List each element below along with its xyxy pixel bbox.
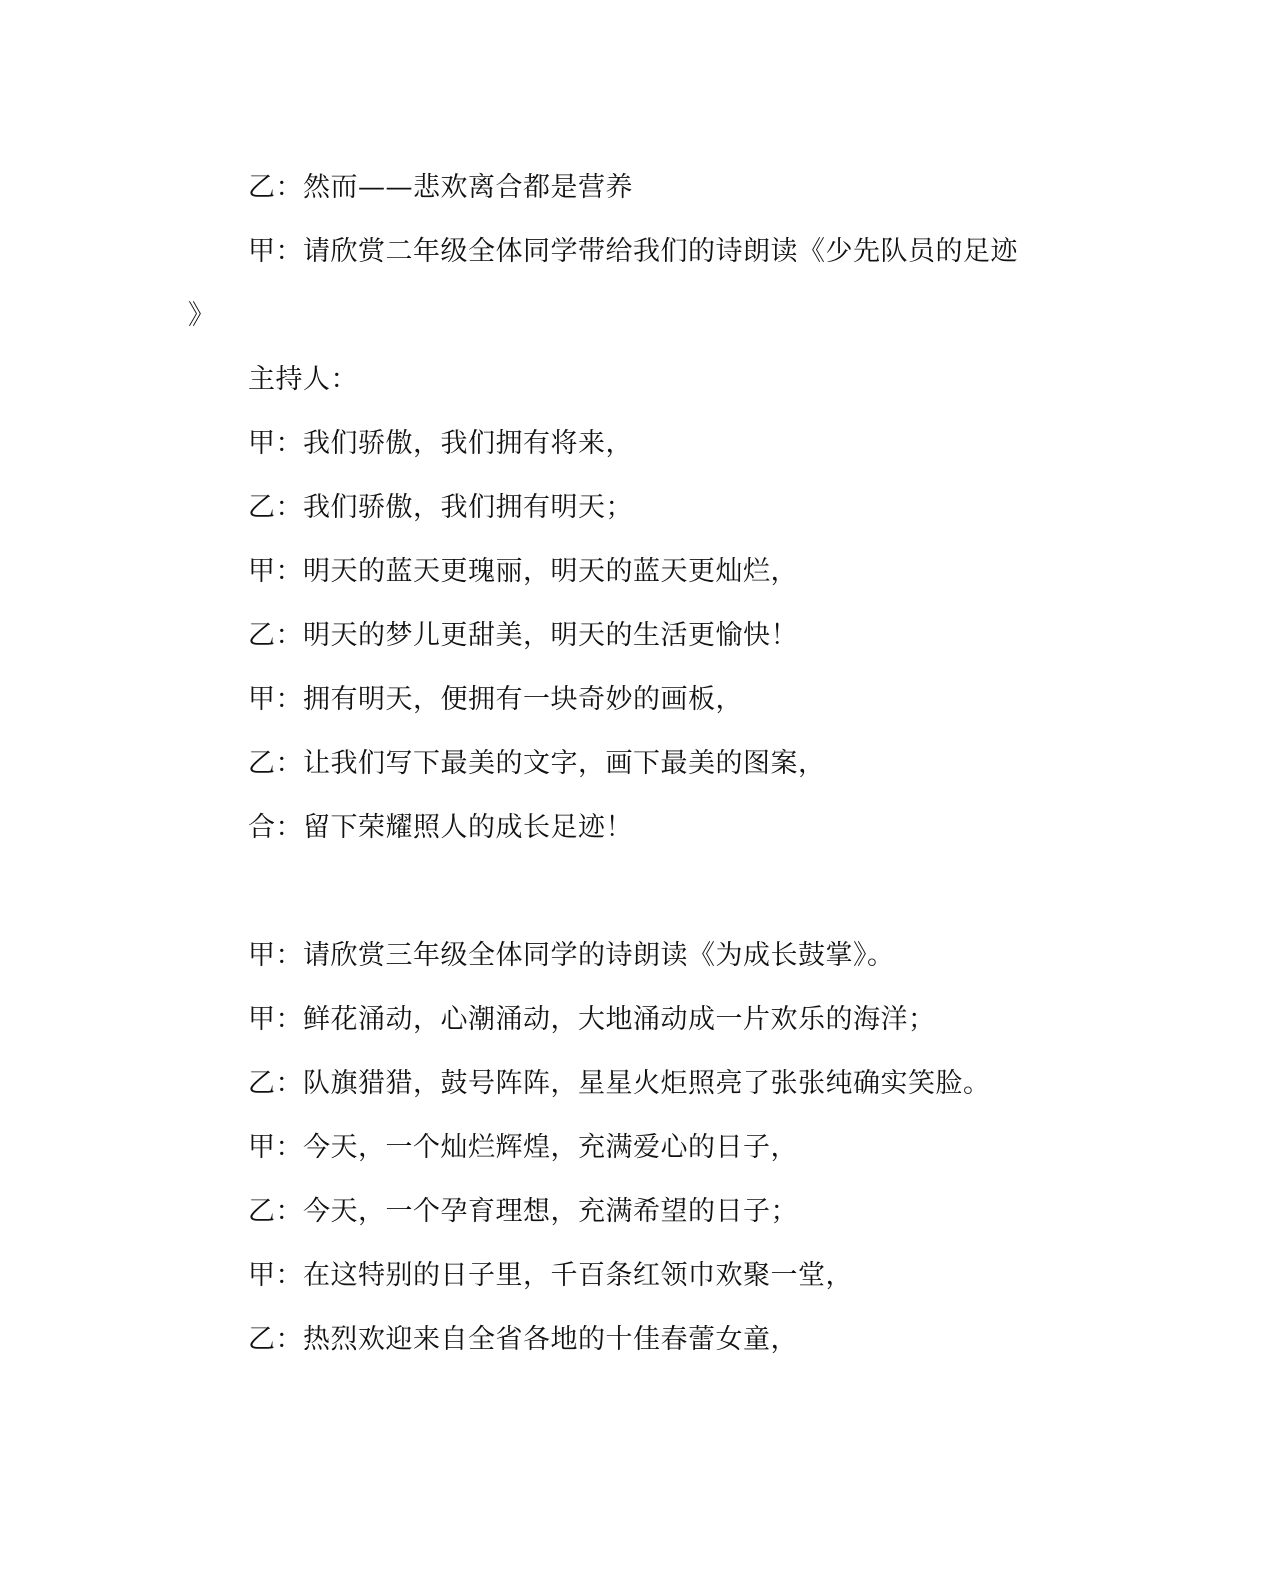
- text-line: 乙：明天的梦儿更甜美，明天的生活更愉快！: [248, 620, 798, 651]
- text-line: 乙：让我们写下最美的文字，画下最美的图案，: [248, 748, 826, 779]
- text-line: 乙：今天，一个孕育理想，充满希望的日子；: [248, 1196, 798, 1227]
- text-line: 甲：明天的蓝天更瑰丽，明天的蓝天更灿烂，: [248, 556, 798, 587]
- text-line: 甲：拥有明天，便拥有一块奇妙的画板，: [248, 684, 743, 715]
- text-line: 主持人：: [248, 364, 358, 395]
- text-line: 乙：然而——悲欢离合都是营养: [248, 172, 633, 203]
- text-line: 乙：热烈欢迎来自全省各地的十佳春蕾女童，: [248, 1324, 798, 1355]
- text-line: 甲：请欣赏二年级全体同学带给我们的诗朗读《少先队员的足迹: [248, 236, 1018, 267]
- text-line: 甲：今天，一个灿烂辉煌，充满爱心的日子，: [248, 1132, 798, 1163]
- text-line-continuation: 》: [188, 300, 216, 331]
- text-line: 甲：我们骄傲，我们拥有将来，: [248, 428, 633, 459]
- text-line: 甲：请欣赏三年级全体同学的诗朗读《为成长鼓掌》。: [248, 940, 895, 971]
- text-line: 乙：我们骄傲，我们拥有明天；: [248, 492, 633, 523]
- text-line: 甲：鲜花涌动，心潮涌动，大地涌动成一片欢乐的海洋；: [248, 1004, 936, 1035]
- text-line: 合：留下荣耀照人的成长足迹！: [248, 812, 633, 843]
- text-line: 甲：在这特别的日子里，千百条红领巾欢聚一堂，: [248, 1260, 853, 1291]
- text-line: 乙：队旗猎猎，鼓号阵阵，星星火炬照亮了张张纯确实笑脸。: [248, 1068, 991, 1099]
